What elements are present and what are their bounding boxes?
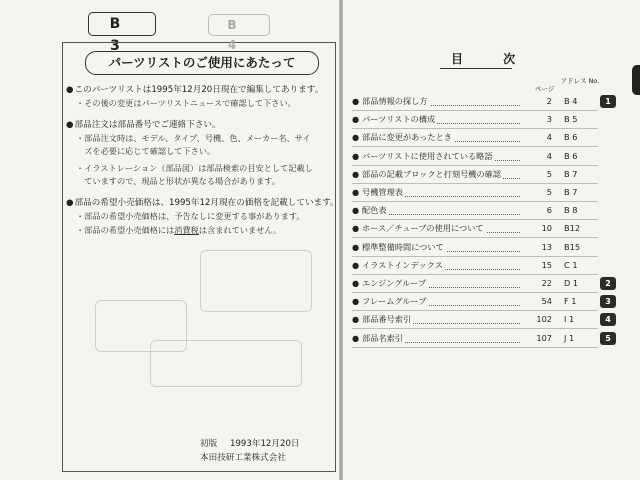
toc-row-separator xyxy=(352,292,598,293)
right-page xyxy=(342,0,640,480)
toc-row[interactable] xyxy=(352,260,622,274)
toc-address: F 1 xyxy=(564,296,577,306)
toc-row-separator xyxy=(352,274,598,275)
section-tab-badge: 5 xyxy=(600,332,616,345)
toc-page-number: 54 xyxy=(520,296,552,306)
toc-page-number: 4 xyxy=(520,132,552,142)
toc-label: 標準整備時間について xyxy=(362,242,444,252)
bullet-dot: ● xyxy=(352,205,360,215)
bullet-dot: ● xyxy=(352,333,360,343)
toc-page-number: 10 xyxy=(520,223,552,233)
toc-label: 部品名索引 xyxy=(362,333,403,343)
toc-label: イラストインデックス xyxy=(362,260,443,270)
bullet-dot: ● xyxy=(352,314,360,324)
toc-row[interactable] xyxy=(352,242,622,256)
toc-label: ホース／チューブの使用について xyxy=(362,223,484,233)
toc-row-separator xyxy=(352,146,598,147)
toc-address: B15 xyxy=(564,242,581,252)
note-2-sub: ・イラストレーション（部品図）は部品検索の目安として記載し xyxy=(76,163,313,173)
toc-title-underline xyxy=(440,68,512,69)
toc-row[interactable] xyxy=(352,114,622,128)
right-section-code-box: B 4 xyxy=(208,14,270,36)
bullet-dot: ● xyxy=(352,114,360,124)
bullet-dot: ● xyxy=(352,151,360,161)
toc-row-separator xyxy=(352,201,598,202)
toc-page-number: 4 xyxy=(520,151,552,161)
section-tab-badge: 4 xyxy=(600,313,616,326)
toc-row-separator xyxy=(352,219,598,220)
bullet-dot: ● xyxy=(352,169,360,179)
toc-row[interactable] xyxy=(352,278,622,292)
note-2-sub: ていますので、現品と形状が異なる場合があります。 xyxy=(76,176,280,186)
toc-page-number: 13 xyxy=(520,242,552,252)
toc-row[interactable] xyxy=(352,333,622,347)
toc-row-separator xyxy=(352,110,598,111)
bullet-dot: ● xyxy=(352,132,360,142)
toc-label: パーツリストに使用されている略語 xyxy=(362,151,493,161)
bullet-dot: ● xyxy=(352,242,360,252)
toc-label: 部品情報の探し方 xyxy=(362,96,428,106)
bullet-dot: ● xyxy=(352,223,360,233)
toc-row[interactable] xyxy=(352,132,622,146)
toc-label: 号機管理表 xyxy=(362,187,403,197)
toc-row[interactable] xyxy=(352,223,622,237)
toc-label: エンジングループ xyxy=(362,278,427,288)
toc-page-number: 22 xyxy=(520,278,552,288)
note-3: ●部品の希望小売価格は、1995年12月現在の価格を記載しています。 xyxy=(66,198,339,208)
toc-title: 目 次 xyxy=(451,52,534,66)
bullet-dot: ● xyxy=(352,187,360,197)
dot-leader xyxy=(364,214,534,215)
toc-row-separator xyxy=(352,128,598,129)
toc-row[interactable] xyxy=(352,205,622,219)
index-tab-edge xyxy=(632,65,640,95)
note-3-sub: ・部品の希望小売価格には消費税は含まれていません。 xyxy=(76,225,282,235)
publisher: 本田技研工業株式会社 xyxy=(200,453,286,463)
bullet-dot: ● xyxy=(352,278,360,288)
toc-label: パーツリストの構成 xyxy=(362,114,436,124)
toc-page-number: 3 xyxy=(520,114,552,124)
toc-address: B 8 xyxy=(564,205,578,215)
note-1-sub: ・その後の変更はパーツリストニュースで確認して下さい。 xyxy=(76,98,296,108)
bullet-dot: ● xyxy=(352,296,360,306)
edition-date: 1993年12月20日 xyxy=(230,439,300,449)
toc-page-column-header: ページ xyxy=(535,85,555,93)
toc-label: 部品の記載ブロックと打刻号機の確認 xyxy=(362,169,502,179)
note-text: 部品注文は部品番号でご連絡下さい。 xyxy=(74,120,221,130)
toc-row[interactable] xyxy=(352,296,622,310)
toc-address: B 5 xyxy=(564,114,578,124)
note-text: 部品の希望小売価格は、1995年12月現在の価格を記載しています。 xyxy=(74,198,339,208)
toc-label: フレームグループ xyxy=(362,296,427,306)
note-2-sub: ズを必要に応じて確認して下さい。 xyxy=(76,146,216,156)
toc-address: B 7 xyxy=(564,187,578,197)
toc-page-number: 5 xyxy=(520,169,552,179)
toc-address: J 1 xyxy=(564,333,575,343)
note-1: ●このパーツリストは1995年12月20日現在で編集してあります。 xyxy=(66,85,324,95)
section-tab-badge: 3 xyxy=(600,295,616,308)
toc-row-separator xyxy=(352,237,598,238)
consumption-tax-term: 消費税 xyxy=(174,225,199,235)
bullet-dot: ● xyxy=(352,260,360,270)
toc-page-number: 102 xyxy=(520,314,552,324)
toc-row[interactable] xyxy=(352,187,622,201)
toc-address: B 7 xyxy=(564,169,578,179)
toc-address: B12 xyxy=(564,223,581,233)
section-tab-badge: 1 xyxy=(600,95,616,108)
usage-heading: パーツリストのご使用にあたって xyxy=(85,51,319,75)
note-2: ●部品注文は部品番号でご連絡下さい。 xyxy=(66,120,221,130)
note-2-sub: ・部品注文時は、モデル、タイプ、号機、色、メーカー名、サイ xyxy=(76,133,311,143)
toc-row-separator xyxy=(352,183,598,184)
toc-page-number: 6 xyxy=(520,205,552,215)
toc-page-number: 5 xyxy=(520,187,552,197)
toc-row[interactable] xyxy=(352,314,622,328)
toc-address: B 6 xyxy=(564,151,578,161)
toc-label: 部品に変更があったとき xyxy=(362,132,452,142)
toc-row-separator xyxy=(352,347,598,348)
toc-row-separator xyxy=(352,165,598,166)
section-tab-badge: 2 xyxy=(600,277,616,290)
toc-address: C 1 xyxy=(564,260,578,270)
toc-row-separator xyxy=(352,256,598,257)
toc-page-number: 15 xyxy=(520,260,552,270)
toc-address: B 4 xyxy=(564,96,578,106)
toc-row-separator xyxy=(352,328,598,329)
toc-page-number: 107 xyxy=(520,333,552,343)
toc-label: 配色表 xyxy=(362,205,387,215)
toc-label: 部品番号索引 xyxy=(362,314,412,324)
note-3-sub: ・部品の希望小売価格は、予告なしに変更する事があります。 xyxy=(76,211,305,221)
book-spine xyxy=(339,0,343,480)
section-code-box: B 3 xyxy=(88,12,156,36)
note-text: このパーツリストは1995年12月20日現在で編集してあります。 xyxy=(74,85,324,95)
toc-address: D 1 xyxy=(564,278,579,288)
edition-label: 初版 xyxy=(200,439,218,449)
toc-address: B 6 xyxy=(564,132,578,142)
toc-page-number: 2 xyxy=(520,96,552,106)
toc-address: I 1 xyxy=(564,314,575,324)
bullet-dot: ● xyxy=(352,96,360,106)
toc-row[interactable] xyxy=(352,96,622,110)
toc-row[interactable] xyxy=(352,151,622,165)
toc-row[interactable] xyxy=(352,169,622,183)
toc-row-separator xyxy=(352,310,598,311)
toc-address-column-header: アドレス No. xyxy=(560,77,600,85)
